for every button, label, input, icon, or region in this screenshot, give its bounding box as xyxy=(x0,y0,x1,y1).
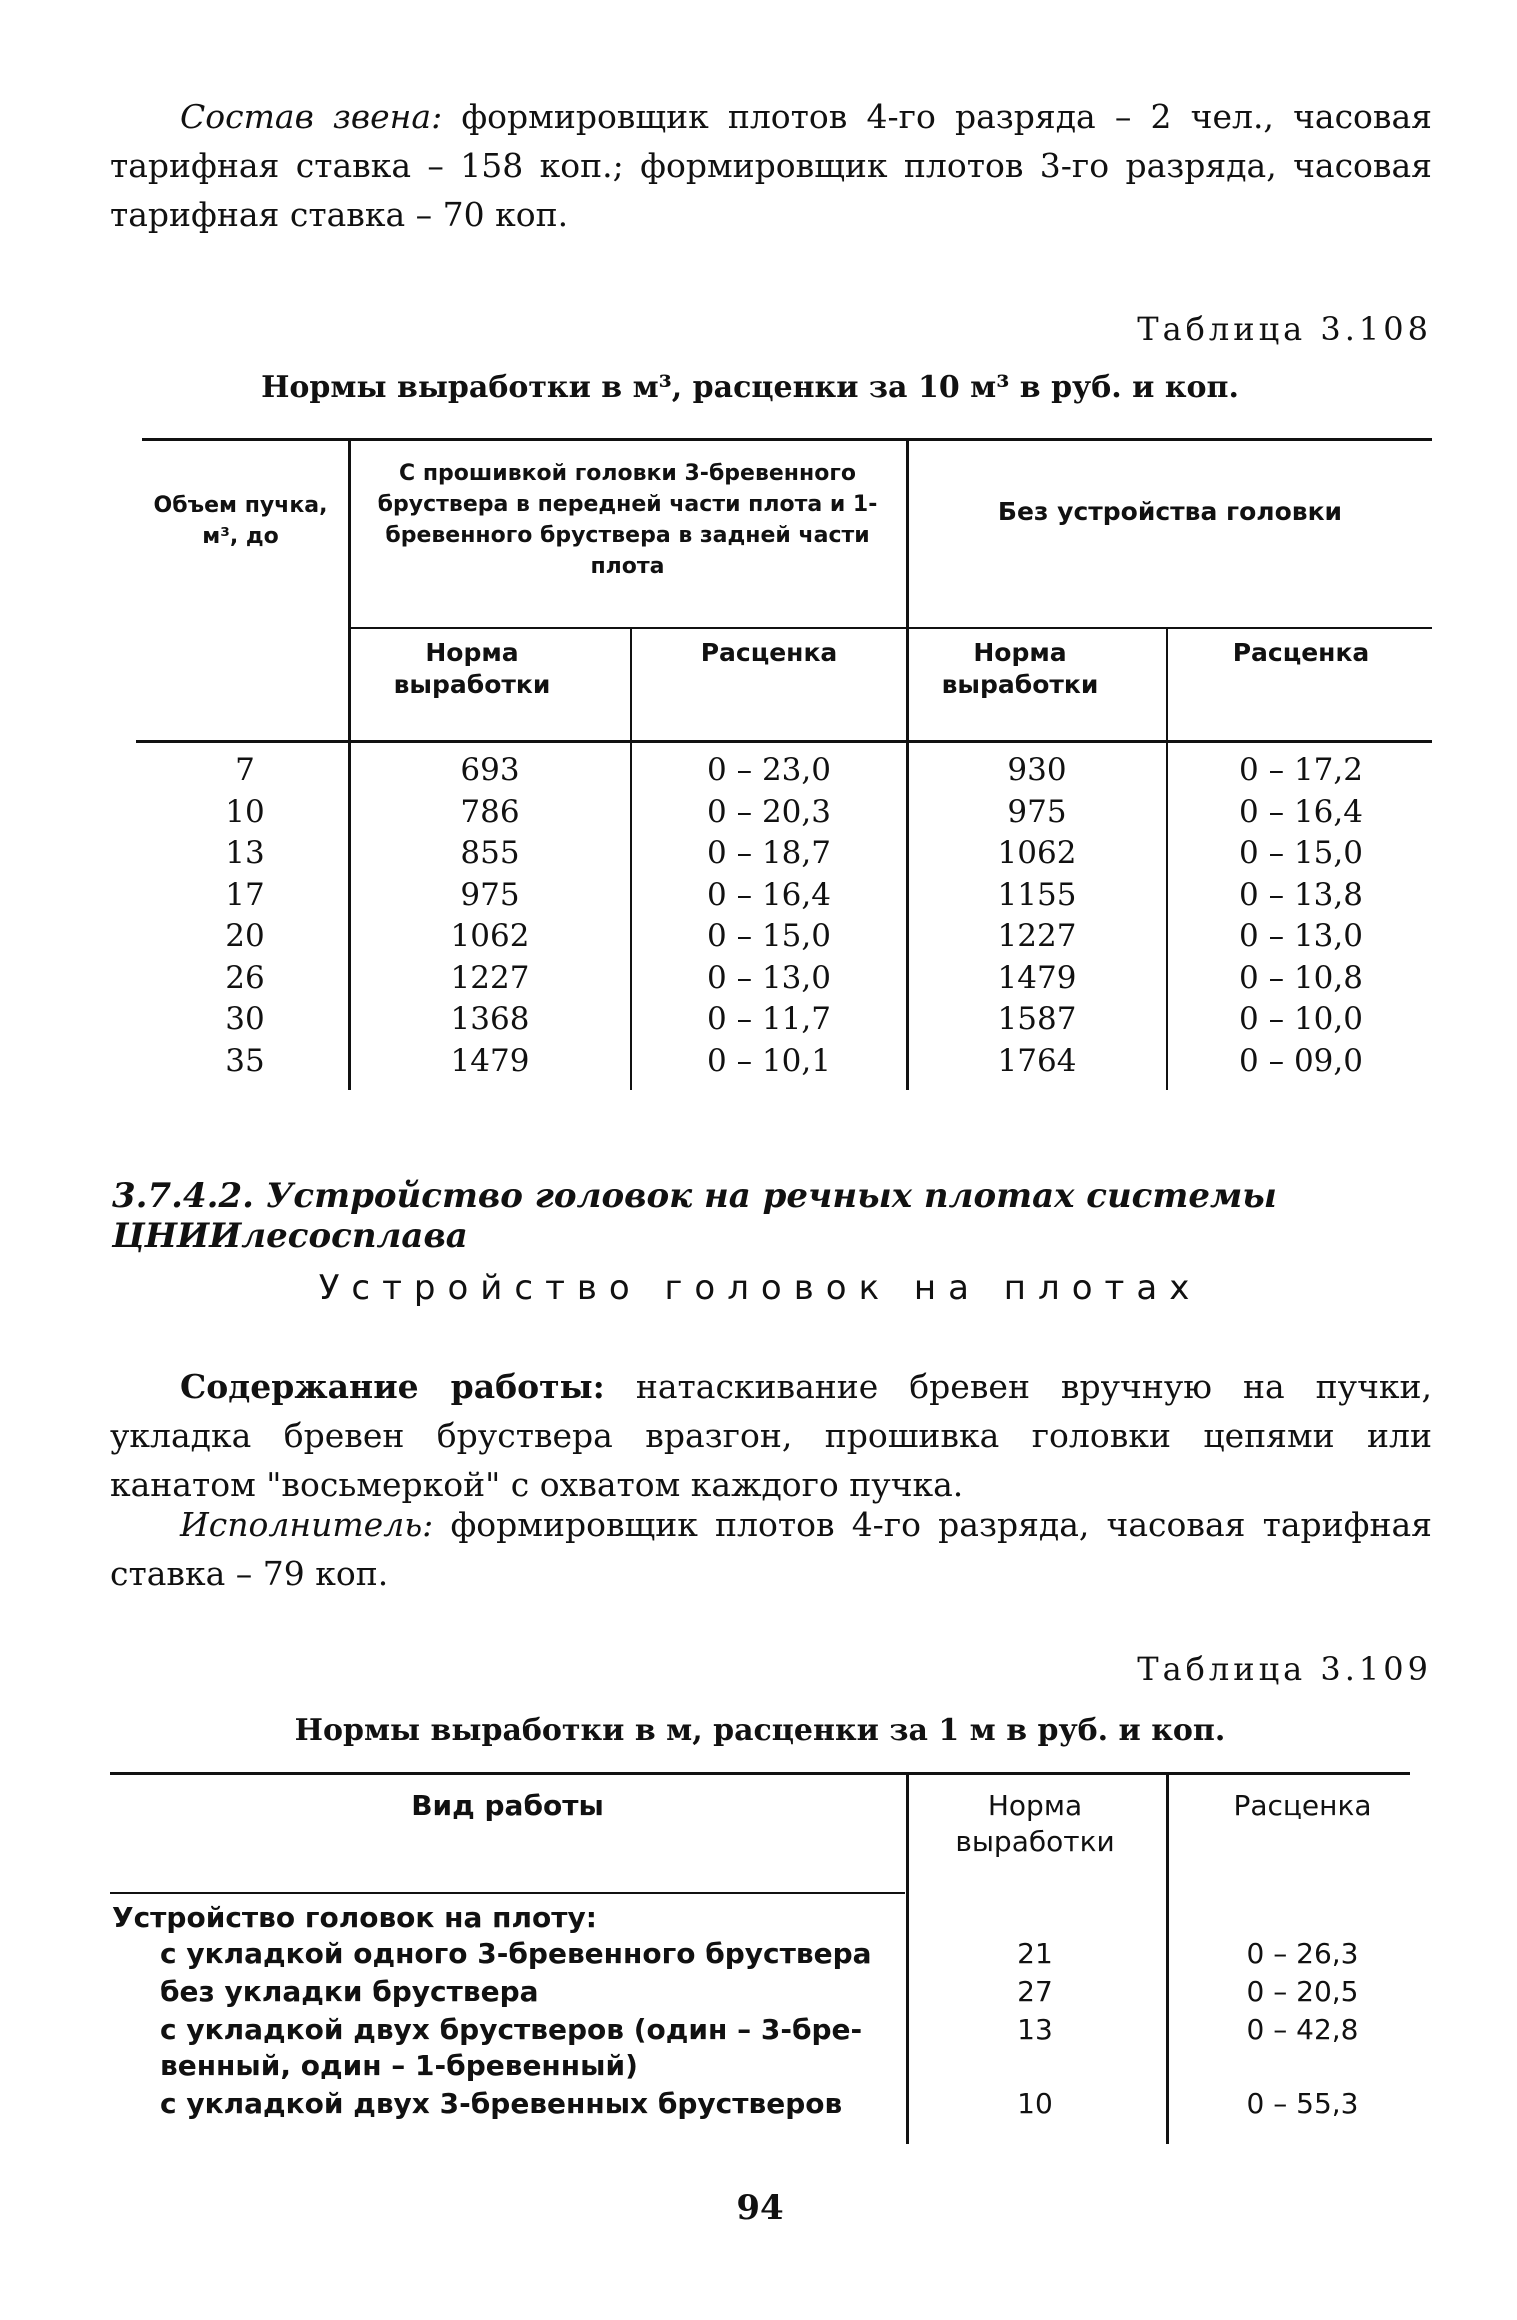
header-volume: Объем пучка, м³, до xyxy=(153,493,328,549)
performer-label: Исполнитель: xyxy=(180,1505,434,1544)
table-108-cell: 693 xyxy=(460,752,520,788)
work-rate-value: 0 – 26,3 xyxy=(1246,1937,1359,1970)
table-109-divider-1 xyxy=(906,1772,909,2144)
group-label: Устройство головок на плоту: xyxy=(112,1901,597,1934)
table-108-cell: 10 xyxy=(225,793,265,830)
table-108-cell: 1368 xyxy=(450,1001,530,1037)
work-type-item-continuation: венный, один – 1-бревенный) xyxy=(160,2049,638,2082)
table-108-cell: 1062 xyxy=(450,918,530,954)
section-subtitle: Устройство головок на плотах xyxy=(318,1268,1202,1308)
table-108-cell: 30 xyxy=(225,1001,265,1037)
table-108-cell: 975 xyxy=(460,876,520,913)
table-109-number: Таблица 3.109 xyxy=(1137,1650,1432,1688)
table-108-caption: Нормы выработки в м³, расценки за 10 м³ в руб. и коп. xyxy=(261,370,1239,405)
table-108-cell: 0 – 11,7 xyxy=(707,1001,831,1037)
table-108-divider-2 xyxy=(630,627,632,1090)
table-108-cell: 0 – 13,0 xyxy=(1239,918,1363,954)
table-108-cell: 26 xyxy=(225,959,265,996)
table-109-top-rule xyxy=(110,1772,1410,1775)
table-108-cell: 0 – 13,8 xyxy=(1239,876,1363,913)
header-norm: Норма выработки xyxy=(955,1789,1115,1858)
header-rate-2: Расценка xyxy=(1232,638,1370,667)
table-108-cell: 17 xyxy=(225,876,265,913)
table-108-cell: 0 – 18,7 xyxy=(707,835,831,871)
table-108-cell: 1227 xyxy=(450,959,530,996)
work-content-text: натаскивание бревен вручную на пучки, укладка бревен бруствера вразгон, прошивка головки цепями или канатом "восьмеркой" с охватом каждого пучка. xyxy=(110,1367,1432,1504)
table-108-cell: 0 – 20,3 xyxy=(707,793,831,830)
table-108-header-rule xyxy=(136,740,1432,743)
table-108-cell: 35 xyxy=(225,1042,265,1079)
table-108-cell: 20 xyxy=(225,918,265,954)
table-108-cell: 0 – 16,4 xyxy=(707,876,831,913)
performer-paragraph xyxy=(110,1500,1432,1598)
table-108-divider-4 xyxy=(1166,627,1168,1090)
table-108-sub-rule xyxy=(350,627,1432,629)
table-108-cell: 1479 xyxy=(450,1042,530,1079)
table-108-cell: 975 xyxy=(1007,793,1067,830)
work-rate-value: 0 – 55,3 xyxy=(1246,2087,1359,2120)
crew-paragraph xyxy=(110,92,1432,239)
work-norm-value: 10 xyxy=(1017,2087,1053,2120)
header-group-with-head: С прошивкой головки 3-бревенного бруствера в передней части плота и 1-бревенного бруствера в задней части плота xyxy=(377,461,878,579)
table-108-cell: 1062 xyxy=(997,835,1077,871)
table-108-cell: 1227 xyxy=(997,918,1077,954)
table-108-cell: 7 xyxy=(235,752,255,788)
table-108-cell: 1764 xyxy=(997,1042,1077,1079)
table-108-cell: 786 xyxy=(460,793,520,830)
table-108-number: Таблица 3.108 xyxy=(1137,310,1432,348)
table-108-cell: 0 – 10,0 xyxy=(1239,1001,1363,1037)
table-108-cell: 0 – 15,0 xyxy=(1239,835,1363,871)
table-108-cell: 0 – 16,4 xyxy=(1239,793,1363,830)
table-108-cell: 0 – 13,0 xyxy=(707,959,831,996)
table-108-cell: 0 – 10,1 xyxy=(707,1042,831,1079)
table-108-cell: 0 – 10,8 xyxy=(1239,959,1363,996)
table-108-cell: 0 – 09,0 xyxy=(1239,1042,1363,1079)
crew-label: Состав звена: xyxy=(180,97,443,136)
work-rate-value: 0 – 20,5 xyxy=(1246,1975,1359,2008)
table-108-cell: 1479 xyxy=(997,959,1077,996)
table-108-divider-1 xyxy=(348,438,351,1090)
header-norm-2: Норма выработки xyxy=(941,638,1099,699)
header-work-type: Вид работы xyxy=(411,1789,604,1822)
work-content-paragraph xyxy=(110,1362,1432,1509)
performer-text: формировщик плотов 4-го разряда, часовая тарифная ставка – 79 коп. xyxy=(110,1505,1432,1593)
table-108-cell: 0 – 23,0 xyxy=(707,752,831,788)
table-108-cell: 0 – 15,0 xyxy=(707,918,831,954)
work-norm-value: 27 xyxy=(1017,1975,1053,2008)
work-type-item: с укладкой двух брустверов (один – 3-бре- xyxy=(160,2013,863,2046)
work-norm-value: 21 xyxy=(1017,1937,1053,1970)
work-norm-value: 13 xyxy=(1017,2013,1053,2046)
table-108-cell: 855 xyxy=(460,835,520,871)
work-type-item: с укладкой двух 3-бревенных брустверов xyxy=(160,2087,843,2120)
table-109-header-rule xyxy=(110,1892,905,1894)
header-group-without-head: Без устройства головки xyxy=(997,497,1343,526)
header-rate: Расценка xyxy=(1233,1789,1372,1822)
table-108-divider-3 xyxy=(906,438,909,1090)
table-108-cell: 1155 xyxy=(997,876,1077,913)
table-108-cell: 13 xyxy=(225,835,265,871)
work-type-item: без укладки бруствера xyxy=(160,1975,539,2008)
work-type-item: с укладкой одного 3-бревенного бруствера xyxy=(160,1937,872,1970)
table-108-cell: 930 xyxy=(1007,752,1067,788)
table-109-caption: Нормы выработки в м, расценки за 1 м в руб. и коп. xyxy=(294,1713,1226,1748)
header-norm-1: Норма выработки xyxy=(393,638,551,699)
table-108-cell: 0 – 17,2 xyxy=(1239,752,1363,788)
crew-text: формировщик плотов 4-го разряда – 2 чел., часовая тарифная ставка – 158 коп.; формировщик плотов 3-го разряда, часовая тарифная ставка – 70 коп. xyxy=(110,97,1432,234)
work-rate-value: 0 – 42,8 xyxy=(1246,2013,1359,2046)
table-109-divider-2 xyxy=(1166,1772,1169,2144)
table-108-top-rule xyxy=(142,438,1432,441)
table-108-cell: 1587 xyxy=(997,1001,1077,1037)
header-rate-1: Расценка xyxy=(700,638,838,667)
section-title: 3.7.4.2. Устройство головок на речных плотах системы ЦНИИлесосплава xyxy=(112,1176,1277,1256)
work-content-label: Содержание работы: xyxy=(180,1367,605,1406)
page-number: 94 xyxy=(736,2188,784,2228)
